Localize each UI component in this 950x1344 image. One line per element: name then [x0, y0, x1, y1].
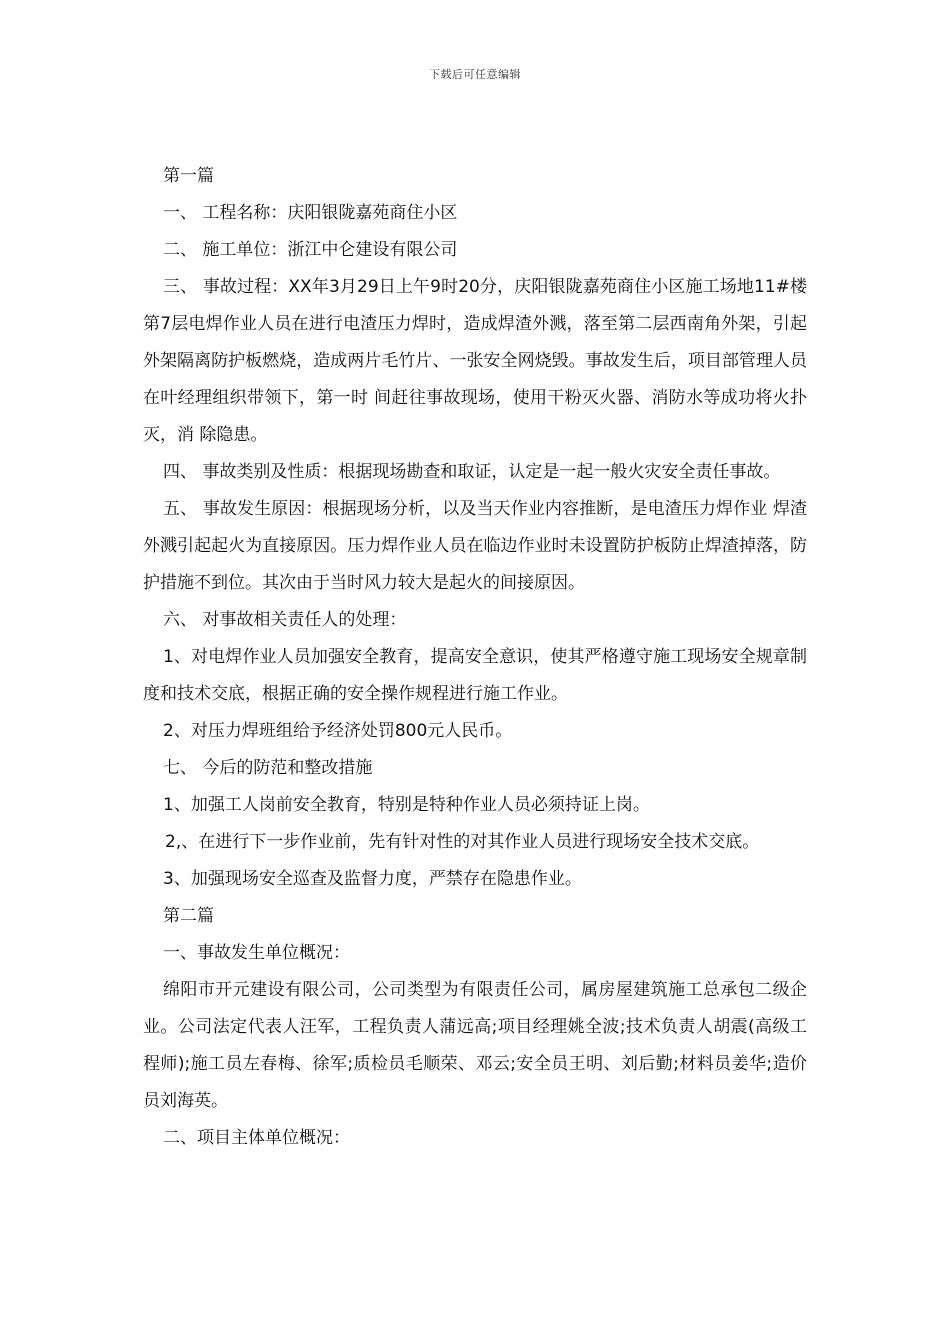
paragraph-unit-overview: 绵阳市开元建设有限公司，公司类型为有限责任公司，属房屋建筑施工总承包二级企业。公司法定代表人汪军，工程负责人蒲远高;项目经理姚全波;技术负责人胡震(高级工程师);施工员左春梅、徐军;质检员毛顺荣、邓云;安全员王明、刘后勤;材料员姜华;造价员刘海英。 — [143, 980, 807, 1111]
document-body — [143, 158, 807, 1157]
paragraph-prevention-item-3: 3、加强现场安全巡查及监督力度，严禁存在隐患作业。 — [163, 869, 582, 889]
paragraph-accident-process: 三、 事故过程：XX年3月29日上午9时20分，庆阳银陇嘉苑商住小区施工场地11#楼第7层电焊作业人员在进行电渣压力焊时，造成焊渣外溅，落至第二层西南角外架，引起外架隔离防护板燃烧，造成两片毛竹片、一张安全网烧毁。事故发生后，项目部管理人员在叶经理组织带领下，第一时 间赶往事故现场，使用干粉灭火器、消防水等成功将火扑灭，消 除隐患。 — [143, 277, 807, 445]
paragraph-prevention-heading: 七、 今后的防范和整改措施 — [163, 758, 373, 778]
paragraph-unit-overview-heading: 一、事故发生单位概况： — [163, 943, 350, 963]
paragraph-prevention-item-2: 2,、在进行下一步作业前，先有针对性的对其作业人员进行现场安全技术交底。 — [165, 832, 760, 852]
paragraph-responsibility-item-1: 1、对电焊作业人员加强安全教育，提高安全意识，使其严格遵守施工现场安全规章制度和技术交底，根据正确的安全操作规程进行施工作业。 — [143, 647, 807, 704]
section-title-part-two: 第二篇 — [163, 906, 214, 926]
page-header: 下载后可任意编辑 — [429, 68, 521, 81]
paragraph-accident-cause: 五、 事故发生原因：根据现场分析，以及当天作业内容推断，是电渣压力焊作业 焊渣外溅引起起火为直接原因。压力焊作业人员在临边作业时未设置防护板防止焊渣掉落，防护措施不到位。其次由于当时风力较大是起火的间接原因。 — [143, 499, 807, 593]
paragraph-project-name: 一、 工程名称：庆阳银陇嘉苑商住小区 — [163, 203, 458, 223]
paragraph-responsibility-heading: 六、 对事故相关责任人的处理： — [163, 610, 407, 630]
section-title-part-one: 第一篇 — [163, 166, 214, 186]
paragraph-prevention-item-1: 1、加强工人岗前安全教育，特别是特种作业人员必须持证上岗。 — [163, 795, 650, 815]
paragraph-construction-unit: 二、 施工单位：浙江中仑建设有限公司 — [163, 240, 458, 260]
paragraph-accident-category: 四、 事故类别及性质：根据现场勘查和取证，认定是一起一般火灾安全责任事故。 — [163, 462, 781, 482]
paragraph-responsibility-item-2: 2、对压力焊班组给予经济处罚800元人民币。 — [163, 721, 513, 741]
paragraph-project-unit-heading: 二、项目主体单位概况： — [163, 1128, 350, 1148]
